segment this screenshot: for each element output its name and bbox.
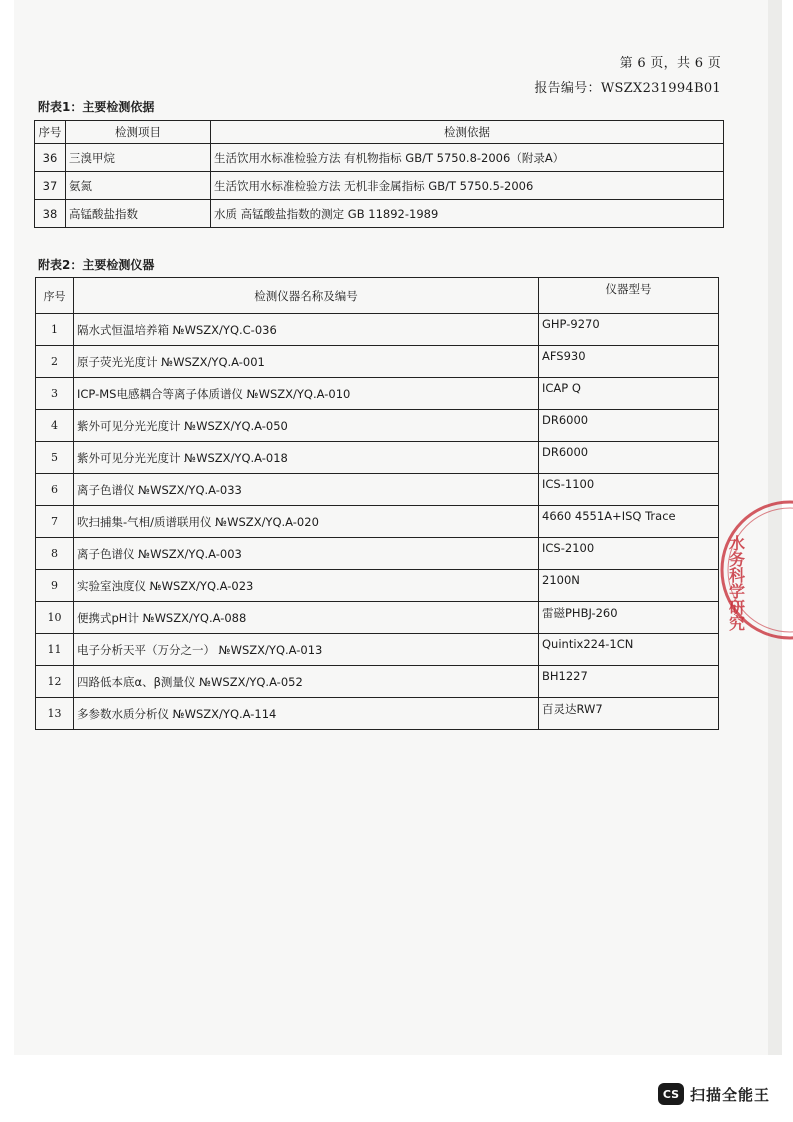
cell-basis: 水质 高锰酸盐指数的测定 GB 11892-1989 bbox=[211, 200, 724, 228]
table-row bbox=[36, 602, 719, 634]
detection-basis-table bbox=[34, 120, 724, 228]
cell-index: 12 bbox=[36, 666, 74, 698]
table-row bbox=[36, 410, 719, 442]
table-row bbox=[36, 506, 719, 538]
camscanner-logo-icon: CS bbox=[658, 1083, 684, 1105]
table-row bbox=[36, 378, 719, 410]
cell-basis: 生活饮用水标准检验方法 有机物指标 GB/T 5750.8-2006（附录A） bbox=[211, 144, 724, 172]
cell-instrument: 实验室浊度仪 №WSZX/YQ.A-023 bbox=[74, 570, 539, 602]
cell-basis: 生活饮用水标准检验方法 无机非金属指标 GB/T 5750.5-2006 bbox=[211, 172, 724, 200]
cell-instrument: 便携式pH计 №WSZX/YQ.A-088 bbox=[74, 602, 539, 634]
table-header-row bbox=[36, 278, 719, 314]
cell-instrument: 原子荧光光度计 №WSZX/YQ.A-001 bbox=[74, 346, 539, 378]
col-header-basis: 检测依据 bbox=[211, 121, 724, 144]
cell-instrument: 紫外可见分光光度计 №WSZX/YQ.A-018 bbox=[74, 442, 539, 474]
cell-instrument: 紫外可见分光光度计 №WSZX/YQ.A-050 bbox=[74, 410, 539, 442]
official-seal-stamp bbox=[690, 495, 793, 645]
table-row bbox=[36, 474, 719, 506]
cell-model: AFS930 bbox=[539, 346, 719, 378]
table-row bbox=[36, 538, 719, 570]
table-row bbox=[36, 442, 719, 474]
table-row bbox=[35, 172, 724, 200]
table-header-row bbox=[35, 121, 724, 144]
table-row bbox=[36, 698, 719, 730]
cell-index: 38 bbox=[35, 200, 66, 228]
cell-item: 三溴甲烷 bbox=[66, 144, 211, 172]
cell-model: ICAP Q bbox=[539, 378, 719, 410]
cell-index: 37 bbox=[35, 172, 66, 200]
cell-item: 氨氮 bbox=[66, 172, 211, 200]
cell-item: 高锰酸盐指数 bbox=[66, 200, 211, 228]
instrument-table bbox=[35, 277, 719, 730]
cell-model: BH1227 bbox=[539, 666, 719, 698]
cell-instrument: 电子分析天平（万分之一） №WSZX/YQ.A-013 bbox=[74, 634, 539, 666]
table2-title: 附表2：主要检测仪器 bbox=[38, 258, 155, 272]
cell-index: 6 bbox=[36, 474, 74, 506]
cell-instrument: ICP-MS电感耦合等离子体质谱仪 №WSZX/YQ.A-010 bbox=[74, 378, 539, 410]
cell-model: ICS-2100 bbox=[539, 538, 719, 570]
cell-index: 36 bbox=[35, 144, 66, 172]
table-row bbox=[36, 570, 719, 602]
scanner-watermark bbox=[658, 1083, 770, 1105]
cell-model: DR6000 bbox=[539, 442, 719, 474]
cell-index: 5 bbox=[36, 442, 74, 474]
cell-model: Quintix224-1CN bbox=[539, 634, 719, 666]
cell-index: 11 bbox=[36, 634, 74, 666]
cell-model: ICS-1100 bbox=[539, 474, 719, 506]
col-header-index: 序号 bbox=[36, 278, 74, 314]
page-info: 第 6 页，共 6 页 bbox=[619, 56, 721, 71]
cell-instrument: 吹扫捕集-气相/质谱联用仪 №WSZX/YQ.A-020 bbox=[74, 506, 539, 538]
cell-index: 9 bbox=[36, 570, 74, 602]
seal-text: 水务科学研究 bbox=[726, 535, 746, 631]
cell-index: 2 bbox=[36, 346, 74, 378]
cell-model: 雷磁PHBJ-260 bbox=[539, 602, 719, 634]
report-number: 报告编号：WSZX231994B01 bbox=[534, 81, 721, 96]
cell-model: 百灵达RW7 bbox=[539, 698, 719, 730]
cell-index: 8 bbox=[36, 538, 74, 570]
col-header-instrument: 检测仪器名称及编号 bbox=[74, 278, 539, 314]
table-row bbox=[35, 200, 724, 228]
cell-instrument: 离子色谱仪 №WSZX/YQ.A-003 bbox=[74, 538, 539, 570]
cell-instrument: 离子色谱仪 №WSZX/YQ.A-033 bbox=[74, 474, 539, 506]
table-row bbox=[36, 314, 719, 346]
table1-title: 附表1：主要检测依据 bbox=[38, 100, 155, 114]
cell-index: 7 bbox=[36, 506, 74, 538]
table-row bbox=[36, 666, 719, 698]
cell-model: GHP-9270 bbox=[539, 314, 719, 346]
table-row bbox=[35, 144, 724, 172]
cell-model: DR6000 bbox=[539, 410, 719, 442]
cell-index: 3 bbox=[36, 378, 74, 410]
cell-index: 13 bbox=[36, 698, 74, 730]
cell-instrument: 多参数水质分析仪 №WSZX/YQ.A-114 bbox=[74, 698, 539, 730]
table-row bbox=[36, 634, 719, 666]
col-header-index: 序号 bbox=[35, 121, 66, 144]
table-row bbox=[36, 346, 719, 378]
col-header-item: 检测项目 bbox=[66, 121, 211, 144]
cell-index: 4 bbox=[36, 410, 74, 442]
cell-index: 1 bbox=[36, 314, 74, 346]
cell-model: 2100N bbox=[539, 570, 719, 602]
cell-model: 4660 4551A+ISQ Trace bbox=[539, 506, 719, 538]
watermark-text: 扫描全能王 bbox=[690, 1085, 771, 1104]
cell-index: 10 bbox=[36, 602, 74, 634]
cell-instrument: 四路低本底α、β测量仪 №WSZX/YQ.A-052 bbox=[74, 666, 539, 698]
col-header-model: 仪器型号 bbox=[539, 278, 719, 314]
cell-instrument: 隔水式恒温培养箱 №WSZX/YQ.C-036 bbox=[74, 314, 539, 346]
